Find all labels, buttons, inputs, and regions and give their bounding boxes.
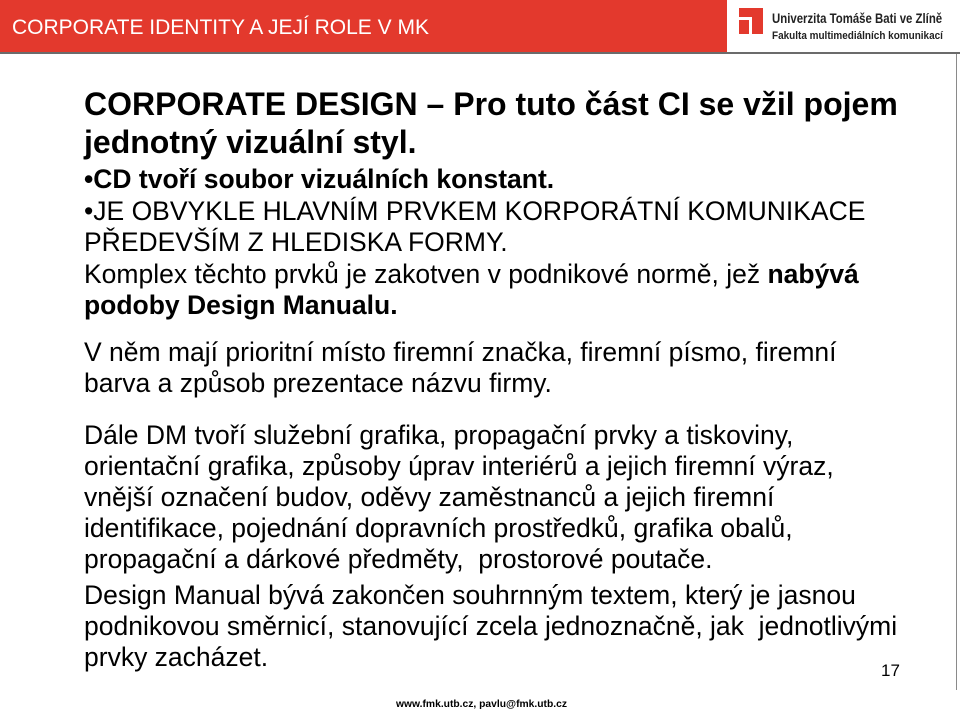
paragraph-line: orientační grafika, způsoby úprav interiérů a jejich firemní výraz, <box>84 450 834 481</box>
manual-sentence-line: podoby Design Manualu. <box>84 290 398 320</box>
slide-heading-line: CORPORATE DESIGN – Pro tuto část CI se vžil pojem <box>84 86 898 122</box>
slide-heading-line: jednotný vizuální styl. <box>84 124 417 160</box>
dm-paragraph <box>84 420 834 575</box>
bullet-item-cd: •CD tvoří soubor vizuálních konstant. <box>84 164 555 194</box>
paragraph-line: barva a způsob prezentace názvu firmy. <box>84 367 552 398</box>
paragraph-line: prvky zacházet. <box>84 641 269 672</box>
paragraph-line: propagační a dárkové předměty, prostorové poutače. <box>84 543 713 574</box>
right-frame-line <box>956 54 957 690</box>
header-divider <box>0 52 960 54</box>
bullet-item-form-line: PŘEDEVŠÍM Z HLEDISKA FORMY. <box>84 227 508 257</box>
manual-sentence-bold: nabývá <box>767 258 859 289</box>
university-name: Univerzita Tomáše Bati ve Zlíně <box>772 10 943 26</box>
manual-sentence-line <box>84 259 865 291</box>
logo-stripe-horizontal <box>739 17 752 20</box>
logo-square <box>739 8 763 34</box>
closing-paragraph <box>84 580 897 673</box>
paragraph-line: podnikovou směrnicí, stanovující zcela jednoznačně, jak jednotlivými <box>84 610 898 641</box>
paragraph-line: vnější označení budov, oděvy zaměstnanců a jejich firemní <box>84 481 775 512</box>
bullet-list <box>84 164 865 322</box>
paragraph-line: identifikace, pojednání dopravních prostředků, grafika obalů, <box>84 512 793 543</box>
priority-paragraph <box>84 337 837 399</box>
utb-logo-icon <box>739 8 763 34</box>
page-number: 17 <box>881 661 900 680</box>
paragraph-line: V něm mají prioritní místo firemní značka, firemní písmo, firemní <box>84 336 837 367</box>
slide-heading <box>84 85 898 161</box>
faculty-name: Fakulta multimediálních komunikací <box>772 30 943 42</box>
paragraph-line: Design Manual bývá zakončen souhrnným textem, který je jasnou <box>84 579 856 610</box>
logo-stripe-vertical <box>749 17 752 34</box>
paragraph-line: Dále DM tvoří služební grafika, propagační prvky a tiskoviny, <box>84 419 794 450</box>
bullet-item-form-line: •JE OBVYKLE HLAVNÍM PRVKEM KORPORÁTNÍ KOMUNIKACE <box>84 195 866 226</box>
manual-sentence-regular: Komplex těchto prvků je zakotven v podnikové normě, jež <box>84 258 768 289</box>
header-title: CORPORATE IDENTITY A JEJÍ ROLE V MK <box>12 16 429 39</box>
footer-contact: www.fmk.utb.cz, pavlu@fmk.utb.cz <box>396 699 567 710</box>
header-bar <box>0 0 727 52</box>
